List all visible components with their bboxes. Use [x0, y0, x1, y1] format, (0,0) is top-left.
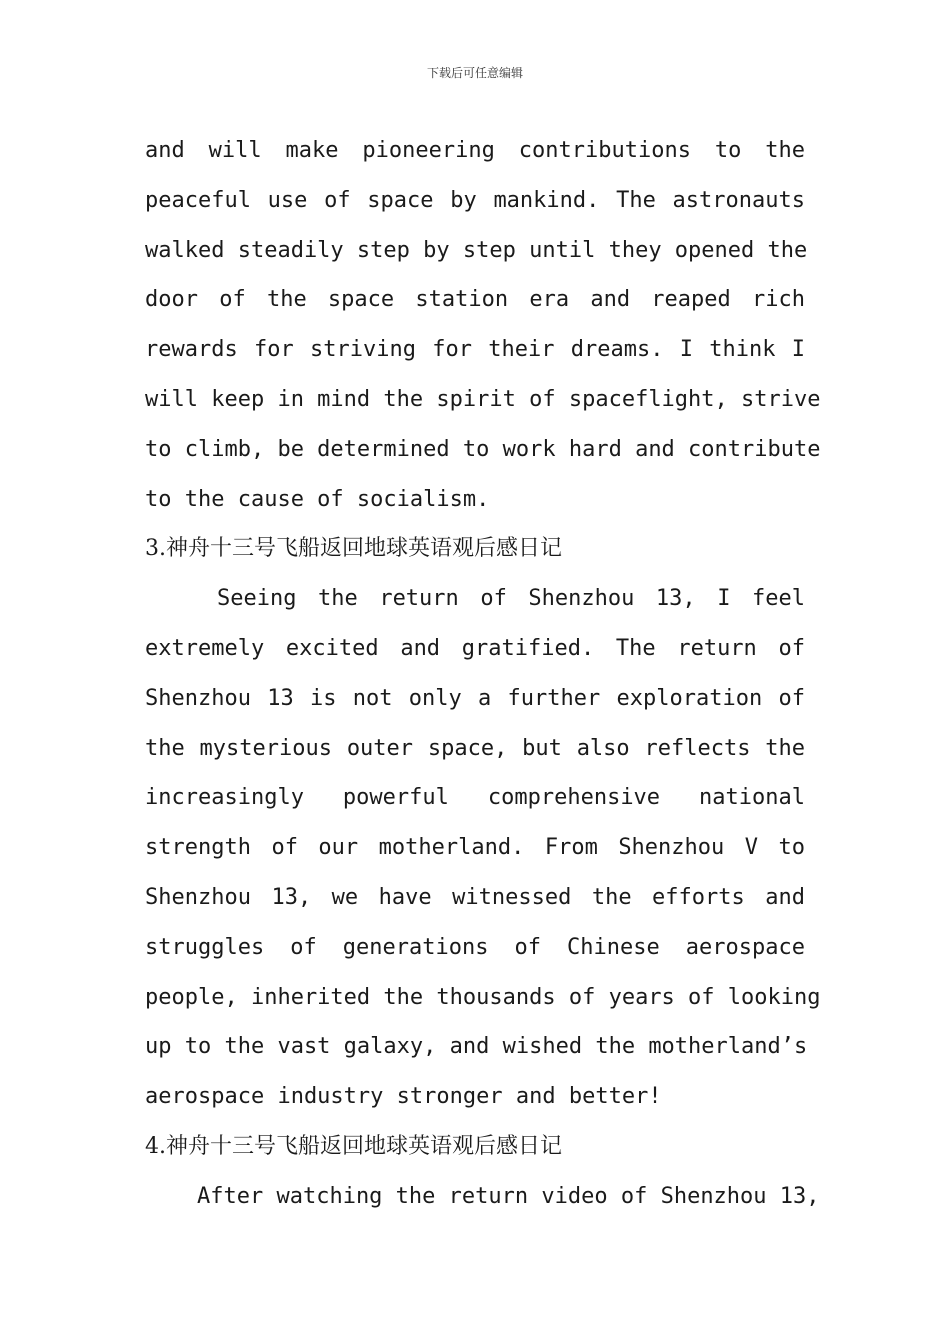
text-line: door of the space station era and reaped rich: [145, 287, 805, 313]
text-line: and will make pioneering contributions to the: [145, 138, 805, 163]
text-line: aerospace industry stronger and better!: [145, 1084, 662, 1110]
text-line: the mysterious outer space, but also reflects the: [145, 735, 805, 761]
text-line: Seeing the return of Shenzhou 13, I feel: [217, 586, 805, 612]
text-line: increasingly powerful comprehensive national: [145, 785, 805, 811]
text-line: Shenzhou 13 is not only a further exploration of: [145, 685, 805, 711]
text-line: to the cause of socialism.: [145, 486, 490, 512]
text-line: will keep in mind the spirit of spaceflight, strive: [145, 386, 821, 412]
text-line: walked steadily step by step until they opened the: [145, 237, 808, 263]
text-line: struggles of generations of Chinese aerospace: [145, 934, 805, 960]
text-line: After watching the return video of Shenzhou 13,: [197, 1183, 820, 1209]
text-line: rewards for striving for their dreams. I think I: [145, 337, 805, 363]
text-line: Shenzhou 13, we have witnessed the efforts and: [145, 884, 805, 910]
text-line: peaceful use of space by mankind. The astronauts: [145, 187, 805, 213]
section-heading: 3.神舟十三号飞船返回地球英语观后感日记: [145, 536, 562, 562]
document-body: [145, 126, 821, 1222]
text-line: people, inherited the thousands of years of looking: [145, 984, 821, 1010]
text-line: extremely excited and gratified. The return of: [145, 635, 805, 661]
section-heading: 4.神舟十三号飞船返回地球英语观后感日记: [145, 1133, 562, 1159]
text-line: strength of our motherland. From Shenzhou V to: [145, 835, 805, 861]
text-line: to climb, be determined to work hard and contribute: [145, 436, 821, 462]
text-line: up to the vast galaxy, and wished the motherland’s: [145, 1034, 808, 1060]
page-header: 下载后可任意编辑: [426, 66, 523, 80]
